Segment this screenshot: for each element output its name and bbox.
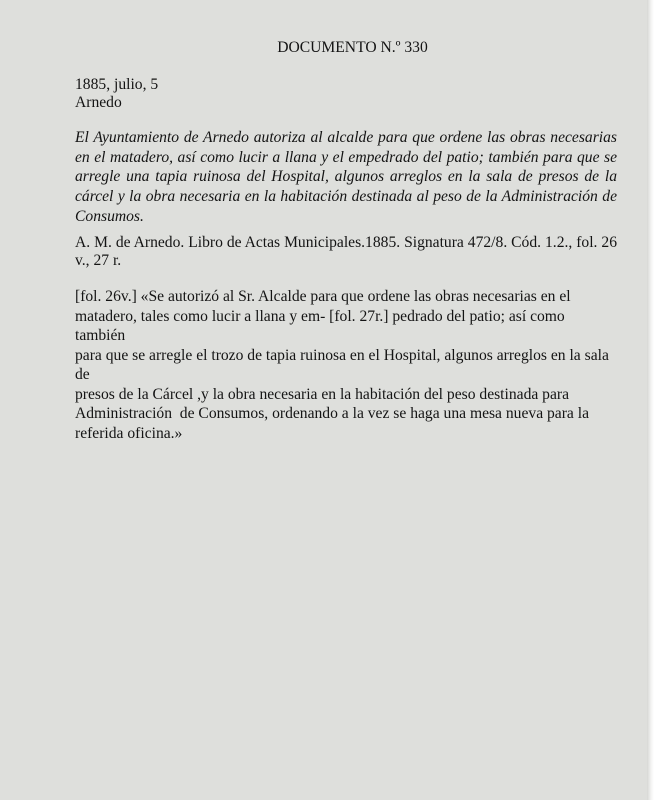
document-title: DOCUMENTO N.º 330: [277, 39, 428, 56]
transcription-line: para que se arregle el trozo de tapia ruinosa en el Hospital, algunos arreglos en la sala de: [75, 346, 609, 383]
page-edge-shadow: [647, 0, 654, 800]
archival-source-reference: A. M. de Arnedo. Libro de Actas Municipales.1885. Signatura 472/8. Cód. 1.2., fol. 26 v., 27 r.: [75, 234, 617, 269]
transcription-line: [fol. 26v.] «Se autorizó al Sr. Alcalde para que ordene las obras necesarias en el: [75, 288, 571, 305]
document-place: Arnedo: [75, 94, 122, 111]
transcription-line: matadero, tales como lucir a llana y em- [fol. 27r.] pedrado del patio; así como también: [75, 307, 565, 344]
transcription-line: Administración de Consumos, ordenando a la vez se haga una mesa nueva para la: [75, 405, 589, 422]
document-summary: El Ayuntamiento de Arnedo autoriza al alcalde para que ordene las obras necesarias en el matadero, así como lucir a llana y el empedrado del patio; también para que se arregle una tapia ruinosa del Hospital, algunos arreglos en la sala de presos de la cárcel y la obra necesaria en la habitación destinada al peso de la Administración de Consumos.: [75, 129, 617, 225]
transcription-line: presos de la Cárcel ,y la obra necesaria en la habitación del peso destinada para: [75, 385, 570, 403]
transcription-text: [75, 287, 617, 443]
transcription-line: referida oficina.»: [75, 424, 183, 442]
document-date: 1885, julio, 5: [75, 76, 159, 93]
